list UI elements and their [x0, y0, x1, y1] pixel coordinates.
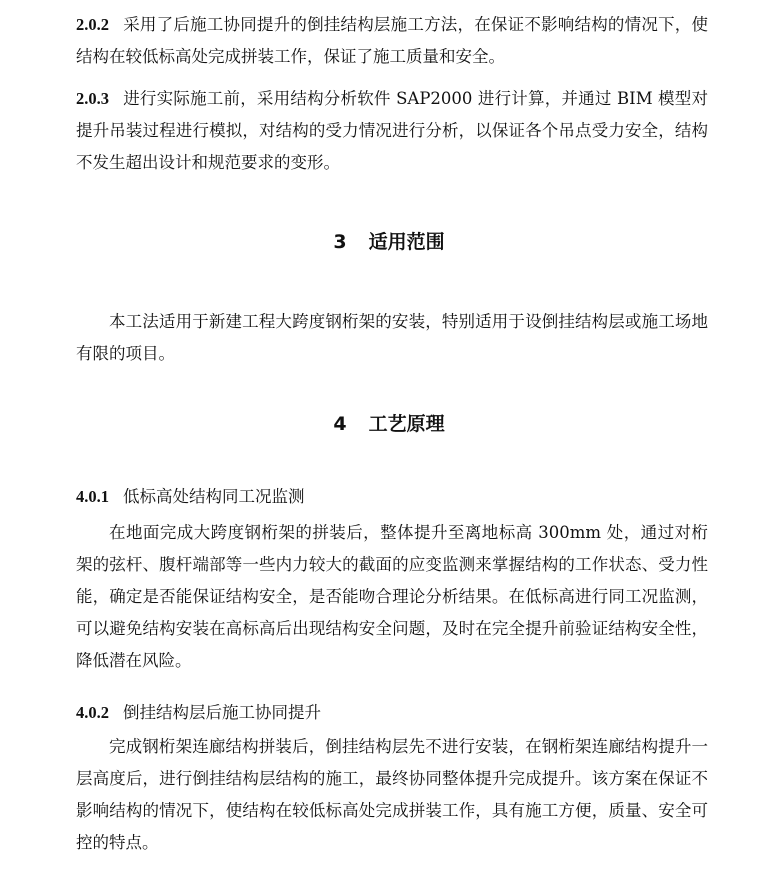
- paragraph-scope: [76, 306, 708, 370]
- paragraph-2-0-3: [76, 83, 708, 179]
- section-number: 4: [333, 413, 347, 435]
- subheading-title: 倒挂结构层后施工协同提升: [123, 703, 321, 722]
- section-title: 适用范围: [368, 231, 445, 253]
- paragraph-text: 本工法适用于新建工程大跨度钢桁架的安装，特别适用于设倒挂结构层或施工场地有限的项目。: [76, 312, 708, 363]
- clause-number: 4.0.2: [76, 703, 109, 722]
- paragraph-text: 进行实际施工前，采用结构分析软件 SAP2000 进行计算，并通过 BIM 模型对提升吊装过程进行模拟，对结构的受力情况进行分析，以保证各个吊点受力安全，结构不发生超出设计和规范要求的变形。: [76, 89, 708, 172]
- section-number: 3: [333, 231, 347, 253]
- section-heading-3: [0, 227, 778, 254]
- paragraph-text: 完成钢桁架连廊结构拼装后，倒挂结构层先不进行安装，在钢桁架连廊结构提升一层高度后，进行倒挂结构层结构的施工，最终协同整体提升完成提升。该方案在保证不影响结构的情况下，使结构在较低标高处完成拼装工作，具有施工方便，质量、安全可控的特点。: [76, 737, 708, 852]
- paragraph-2-0-2: [76, 9, 708, 73]
- paragraph-text: 在地面完成大跨度钢桁架的拼装后，整体提升至离地标高 300mm 处，通过对桁架的弦杆、腹杆端部等一些内力较大的截面的应变监测来掌握结构的工作状态、受力性能，确定是否能保证结构安全，是否能吻合理论分析结果。在低标高进行同工况监测，可以避免结构安装在高标高后出现结构安全问题，及时在完全提升前验证结构安全性，降低潜在风险。: [76, 523, 708, 670]
- paragraph-4-0-2: [76, 731, 708, 859]
- clause-number: 2.0.2: [76, 15, 109, 34]
- subheading-4-0-2: [76, 697, 321, 729]
- section-title: 工艺原理: [368, 413, 445, 435]
- paragraph-text: 采用了后施工协同提升的倒挂结构层施工方法，在保证不影响结构的情况下，使结构在较低标高处完成拼装工作，保证了施工质量和安全。: [76, 15, 708, 66]
- subheading-title: 低标高处结构同工况监测: [123, 487, 305, 506]
- clause-number: 4.0.1: [76, 487, 109, 506]
- section-heading-4: [0, 409, 778, 436]
- clause-number: 2.0.3: [76, 89, 109, 108]
- subheading-4-0-1: [76, 481, 305, 513]
- paragraph-4-0-1: [76, 517, 708, 677]
